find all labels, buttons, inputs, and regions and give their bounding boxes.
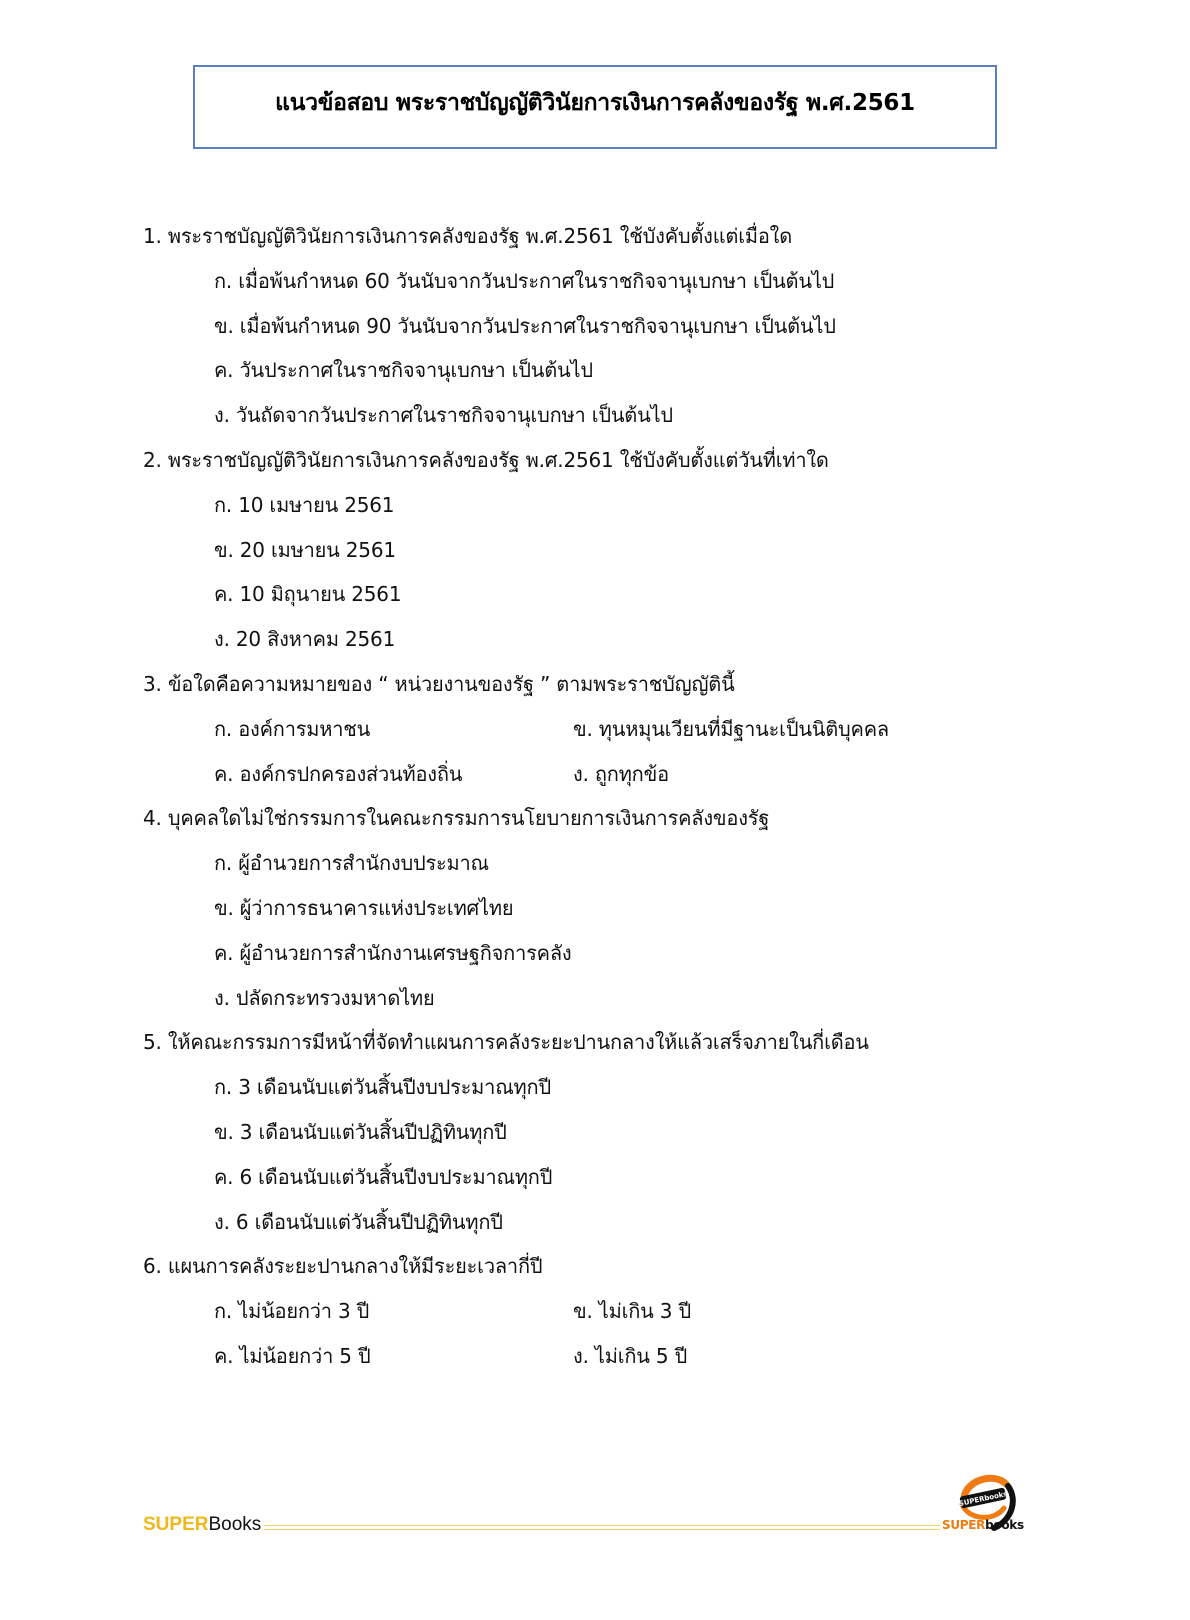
option: ค. วันประกาศในราชกิจจานุเบกษา เป็นต้นไป xyxy=(214,358,593,383)
option: ง. วันถัดจากวันประกาศในราชกิจจานุเบกษา เป็นต้นไป xyxy=(214,403,673,428)
option: ค. 6 เดือนนับแต่วันสิ้นปีงบประมาณทุกปี xyxy=(214,1164,553,1189)
logo-wordmark: SUPERbooks xyxy=(942,1518,1024,1532)
title-box xyxy=(193,65,997,149)
option: ง. ถูกทุกข้อ xyxy=(573,761,669,786)
question-5: 5. ให้คณะกรรมการมีหน้าที่จัดทำแผนการคลังระยะปานกลางให้แล้วเสร็จภายในกี่เดือน xyxy=(143,1030,869,1055)
option: ก. องค์การมหาชน xyxy=(214,716,371,741)
brand-super: SUPER xyxy=(143,1514,209,1535)
option: ก. 3 เดือนนับแต่วันสิ้นปีงบประมาณทุกปี xyxy=(214,1075,551,1100)
question-4: 4. บุคคลใดไม่ใช่กรรมการในคณะกรรมการนโยบายการเงินการคลังของรัฐ xyxy=(143,806,770,831)
option: ก. 10 เมษายน 2561 xyxy=(214,492,395,517)
option: ข. 20 เมษายน 2561 xyxy=(214,537,396,562)
option: ค. 10 มิถุนายน 2561 xyxy=(214,582,402,607)
option: ก. เมื่อพ้นกำหนด 60 วันนับจากวันประกาศในราชกิจจานุเบกษา เป็นต้นไป xyxy=(214,268,835,293)
question-6: 6. แผนการคลังระยะปานกลางให้มีระยะเวลากี่ปี xyxy=(143,1254,543,1279)
question-1: 1. พระราชบัญญัติวินัยการเงินการคลังของรัฐ พ.ศ.2561 ใช้บังคับตั้งแต่เมื่อใด xyxy=(143,224,793,248)
question-2: 2. พระราชบัญญัติวินัยการเงินการคลังของรัฐ พ.ศ.2561 ใช้บังคับตั้งแต่วันที่เท่าใด xyxy=(143,448,829,472)
option: ค. ผู้อำนวยการสำนักงานเศรษฐกิจการคลัง xyxy=(214,940,572,965)
option: ข. ไม่เกิน 3 ปี xyxy=(573,1299,691,1324)
option: ข. 3 เดือนนับแต่วันสิ้นปีปฏิทินทุกปี xyxy=(214,1120,507,1144)
option: ง. ไม่เกิน 5 ปี xyxy=(573,1344,688,1368)
option: ก. ไม่น้อยกว่า 3 ปี xyxy=(214,1299,370,1324)
option: ข. เมื่อพ้นกำหนด 90 วันนับจากวันประกาศในราชกิจจานุเบกษา เป็นต้นไป xyxy=(214,313,836,338)
option: ข. ผู้ว่าการธนาคารแห่งประเทศไทย xyxy=(214,896,514,920)
question-3: 3. ข้อใดคือความหมายของ “ หน่วยงานของรัฐ ” ตามพระราชบัญญัตินี้ xyxy=(143,672,735,696)
option: ก. ผู้อำนวยการสำนักงบประมาณ xyxy=(214,851,489,876)
option: ค. องค์กรปกครองส่วนท้องถิ่น xyxy=(214,761,463,786)
svg-text:SUPERbooks: SUPERbooks xyxy=(958,1489,1009,1509)
option: ง. 6 เดือนนับแต่วันสิ้นปีปฏิทินทุกปี xyxy=(214,1209,503,1234)
page-title: แนวข้อสอบ พระราชบัญญัติวินัยการเงินการคลังของรัฐ พ.ศ.2561 xyxy=(275,90,915,116)
option: ข. ทุนหมุนเวียนที่มีฐานะเป็นนิติบุคคล xyxy=(573,716,889,741)
option: ง. ปลัดกระทรวงมหาดไทย xyxy=(214,985,435,1010)
option: ง. 20 สิงหาคม 2561 xyxy=(214,627,396,652)
brand-books: Books xyxy=(208,1514,262,1535)
superbooks-logo-icon xyxy=(942,1468,1026,1538)
footer-double-rule xyxy=(264,1525,940,1530)
option: ค. ไม่น้อยกว่า 5 ปี xyxy=(214,1344,371,1368)
footer-brand xyxy=(143,1514,261,1536)
